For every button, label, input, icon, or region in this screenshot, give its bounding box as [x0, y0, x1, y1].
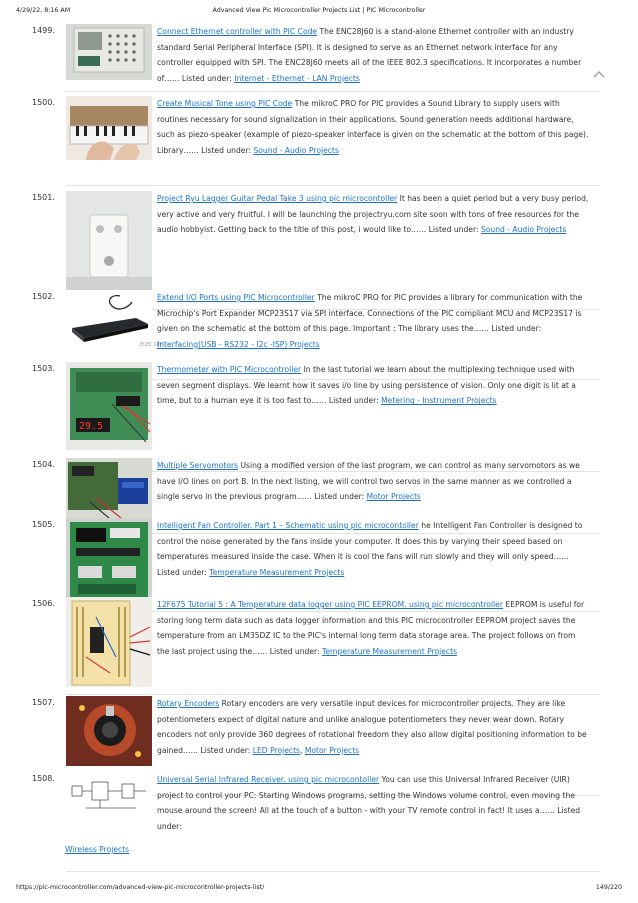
entry-text	[157, 362, 590, 409]
category-link[interactable]: Motor Projects	[366, 492, 421, 502]
port-expander-photo[interactable]	[66, 290, 163, 350]
entry-text	[157, 24, 590, 86]
listed-under-label: Listed under:	[181, 73, 232, 83]
ir-receiver-diagram[interactable]	[66, 772, 152, 812]
entry-number: 1503.	[32, 364, 55, 373]
entry-text	[157, 458, 590, 505]
ethernet-board-photo[interactable]	[66, 24, 152, 80]
entry-text	[157, 518, 590, 580]
entry-title-link[interactable]: Project Ryu Lagger Guitar Pedal Take 3 using pic microcontoller	[157, 194, 398, 203]
entry-description: The mikroC PRO for PIC provides a Sound Library to supply users with routines necessary for sound signalization in their applications. Sound generation needs additional hardware, such as piezo-speaker (example of piezo-speaker interface is given on the schematic at the bottom of this page). Library……	[157, 99, 589, 155]
entry-title-link[interactable]: Universal Serial Infrared Receiver. using pic microcontoller	[157, 775, 380, 784]
entry-number: 1501.	[32, 193, 55, 202]
entry-description: In the last tutorial we learn about the multiplexing technique used with seven segment displays. We learnt how it saves i/o line by using persistence of vision. Only one digit is lit at a time, but to a human eye it is too fast to……	[157, 365, 576, 406]
entry-title-link[interactable]: Rotary Encoders	[157, 699, 220, 708]
fan-controller-photo[interactable]	[66, 518, 152, 608]
print-title: Advanced View Pic Microcontroller Projects List | PIC Microcontroller	[212, 7, 426, 14]
guitar-pedal-photo[interactable]	[66, 191, 152, 303]
list-item	[30, 362, 600, 472]
listed-under-label: Listed under:	[157, 567, 207, 577]
print-date: 4/29/22, 8:16 AM	[16, 7, 71, 14]
entry-description: Using a modified version of the last program, we can control as many servomotors as we have I/O lines on port B. In the next listing, we will control two servos in the same manner as we controlled a single servo in the previous program……	[157, 461, 580, 502]
entry-description: he Intelligent Fan Controller is designed to control the noise generated by the fans inside your computer. It does this by varying their speed based on temperatures measured inside the case. When it is cool the fans will run slowly and they will only speed……	[157, 521, 583, 562]
entry-number: 1505.	[32, 520, 55, 529]
led-display-text: 29.5	[79, 421, 104, 432]
category-link[interactable]: Internet - Ethernet - LAN Projects	[234, 73, 360, 83]
listed-under-label: Listed under:	[314, 492, 365, 502]
entry-title-link[interactable]: Create Musical Tone using PIC Code	[157, 99, 293, 108]
listed-under-label: Listed under:	[269, 646, 320, 656]
entry-title-link[interactable]: Intelligent Fan Controller. Part 1 – Schematic using pic microcontoller	[157, 521, 419, 530]
rotary-encoder-photo[interactable]	[66, 696, 152, 766]
entry-title-link[interactable]: Extend I/O Ports using PIC Microcontroller	[157, 293, 315, 302]
print-url: https://pic-microcontroller.com/advanced-view-pic-microcontroller-projects-list/	[16, 884, 265, 891]
entry-description: Rotary encoders are very versatile input devices for microcontroller projects. They are like potentiometers expect of digital nature and unlike analogue potentiometers they never wear down. Rotary encoders not only provide 360 degrees of rotational freedom they also allow digital positioning information to be gained……	[157, 699, 587, 755]
thermometer-board-photo[interactable]	[66, 362, 152, 450]
entry-text	[157, 772, 590, 834]
print-header	[16, 7, 622, 19]
divider	[66, 91, 600, 92]
category-link[interactable]: LED Projects	[252, 745, 301, 755]
entry-description: It has been a quiet period but a very busy period, very active and very fruitful. I will be launching the projectryu.com site soon with tons of free resources for the audio hobbyist. Getting back to the title of this post, i would like to……	[157, 194, 589, 235]
category-link[interactable]: Metering - Instrument Projects	[381, 396, 497, 406]
entry-text	[157, 191, 590, 238]
list-item	[30, 772, 600, 872]
servo-board-photo[interactable]	[66, 458, 152, 526]
list-item	[30, 96, 600, 186]
entry-description: The mikroC PRO for PIC provides a library for communication with the Microchip's Port Expander MCP23S17 via SPI interface. Connections of the PIC compliant MCU and MCP23S17 is given on the schematic at the bottom of this page. Important : The library uses the……	[157, 293, 583, 334]
entry-number: 1499.	[32, 26, 55, 35]
listed-under-label: Listed under:	[428, 225, 479, 235]
category-link[interactable]: Temperature Measurement Projects	[209, 567, 345, 577]
listed-under-label: Listed under:	[200, 745, 251, 755]
list-item	[30, 24, 600, 92]
entry-description: You can use this Universal Infrared Receiver (UIR) project to control your PC: Starting Windows programs, setting the Windows volume control, even moving the mouse around the screen! All at the touch of a button - with your TV remote control in fact! It uses a……	[157, 775, 575, 816]
image-watermark: ELEC.DIY	[140, 342, 163, 348]
divider	[66, 871, 600, 872]
entry-number: 1502.	[32, 292, 55, 301]
entry-number: 1504.	[32, 460, 55, 469]
entry-title-link[interactable]: Multiple Servomotors	[157, 461, 239, 470]
entry-title-link[interactable]: Connect Ethernet controller with PIC Code	[157, 27, 318, 36]
print-page-number: 149/220	[595, 884, 622, 891]
category-link[interactable]: Wireless Projects	[65, 845, 130, 854]
category-link[interactable]: Temperature Measurement Projects	[322, 646, 458, 656]
entry-number: 1508.	[32, 774, 55, 783]
category-link[interactable]: Motor Projects	[304, 745, 360, 755]
entry-title-link[interactable]: Thermometer with PIC Microcontroller	[157, 365, 302, 374]
entry-number: 1506.	[32, 599, 55, 608]
breadboard-photo[interactable]	[66, 597, 152, 687]
entry-text	[157, 597, 590, 659]
entry-text	[157, 96, 590, 158]
category-link[interactable]: Interfacing(USB - RS232 - I2c -ISP) Projects	[157, 339, 320, 349]
entry-text	[157, 290, 590, 352]
category-separator: ,	[300, 745, 305, 755]
entry-text	[157, 696, 590, 758]
keyboard-photo[interactable]	[66, 96, 152, 160]
category-link[interactable]: Sound - Audio Projects	[253, 145, 339, 155]
listed-under-label: Listed under:	[328, 396, 379, 406]
entry-number: 1507.	[32, 698, 55, 707]
divider	[66, 694, 600, 695]
category-link[interactable]: Sound - Audio Projects	[480, 225, 567, 235]
listed-under-label: Listed under:	[157, 806, 581, 831]
entry-description: The ENC28J60 is a stand-alone Ethernet controller with an industry standard Serial Peripheral Interface (SPI). It is designed to serve as an Ethernet network interface for any controller equipped with SPI. The ENC28J60 meets all of the IEEE 802.3 specifications. It incorporates a number of……	[157, 27, 582, 83]
listed-under-label: Listed under:	[201, 145, 252, 155]
entry-description: EEPROM is useful for storing long term data such as data logger information and this PIC microcontroller EEPROM project saves the temperature from an LM35DZ IC to the PIC's internal long term data storage area. The project follows on from the last project using the……	[157, 600, 585, 656]
divider	[66, 185, 600, 186]
list-item	[30, 597, 600, 695]
listed-under-label: Listed under:	[491, 324, 542, 334]
entry-title-link[interactable]: 12F675 Tutorial 5 : A Temperature data logger using PIC EEPROM. using pic microcontroller	[157, 600, 503, 609]
entry-number: 1500.	[32, 98, 55, 107]
print-footer	[16, 884, 622, 896]
